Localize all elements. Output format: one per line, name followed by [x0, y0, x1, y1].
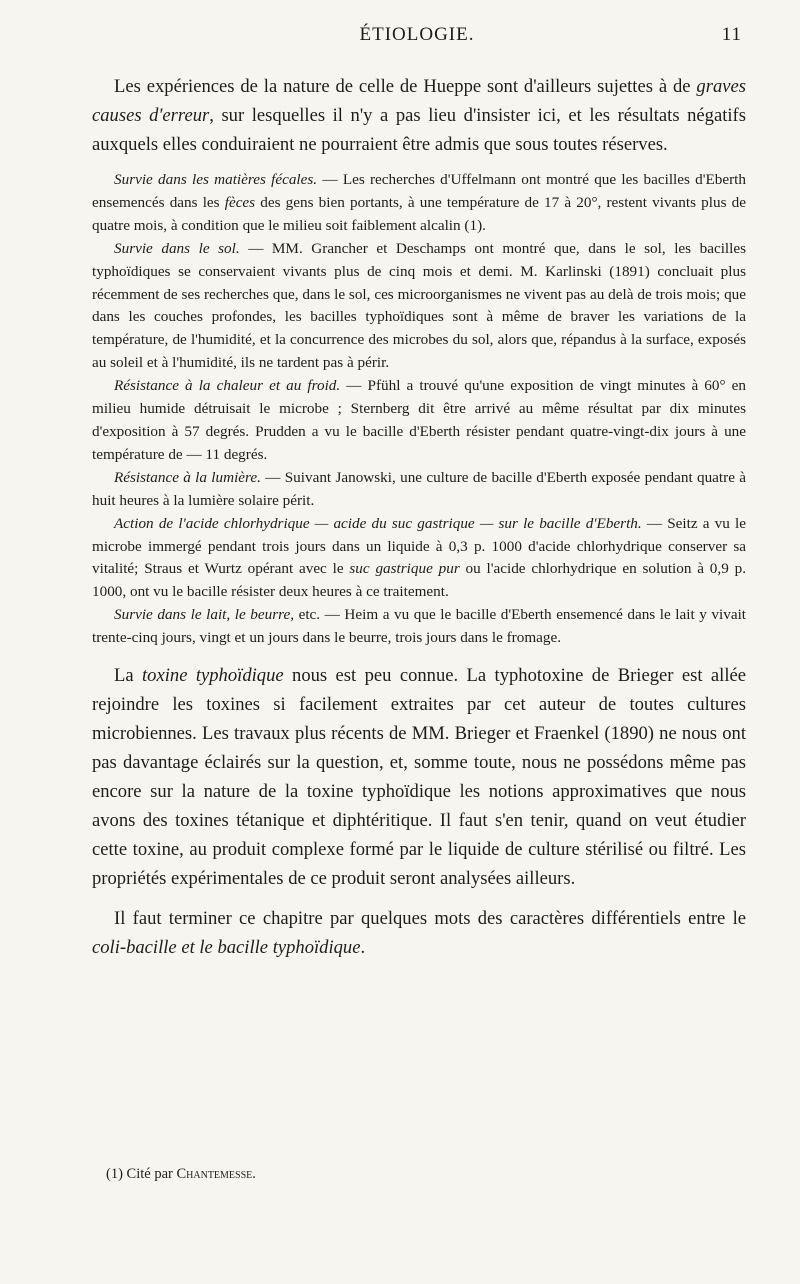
closing-emphasis: coli-bacille et le bacille typhoïdique	[92, 937, 361, 959]
section-heading: Action de l'acide chlorhydrique — acide du suc gastrique — sur le bacille d'Eberth.	[114, 514, 642, 532]
section-heading: Résistance à la chaleur et au froid.	[114, 377, 341, 395]
running-title: ÉTIOLOGIE.	[359, 24, 475, 45]
section-paragraph	[92, 169, 746, 238]
section-text: — Les recherches d'Uffelmann ont montré que les bacilles d'Eberth ensemencés dans les	[92, 171, 746, 211]
section-text: etc. — Heim a vu que le bacille d'Eberth ensemencé dans le lait y vivait trente-cinq jours, vingt et un jours dans le beurre, trois jours dans le fromage.	[92, 606, 747, 647]
toxin-text-end: nous est peu connue. La typhotoxine de Brieger est allée rejoindre les toxines si facilement extraites par cet auteur de toutes cultures microbiennes. Les travaux plus récents de MM. Brieger et Fraenkel (1890) ne nous ont pas davantage éclairés sur la question, et, somme toute, nous ne possédons même pas encore sur la nature de la toxine typhoïdique les notions approximatives que nous avons des toxines tétanique et diphtéritique. Il faut s'en tenir, quand on veut étudier cette toxine, au produit complexe formé par le liquide de culture stérilisé ou filtré. Les propriétés expérimentales de ce produit seront analysées ailleurs.	[92, 665, 746, 890]
section-emphasis: fèces	[224, 193, 256, 211]
page-number: 11	[721, 24, 742, 45]
intro-text-end: , sur lesquelles il n'y a pas lieu d'insister ici, et les résultats négatifs auxquels elles conduiraient ne pourraient être admis que sous toutes réserves.	[92, 105, 746, 155]
section-text-end: des gens bien portants, à une température de 17 à 20°, restent vivants plus de quatre mois, à condition que le milieu soit faiblement alcalin (1).	[92, 193, 746, 234]
closing-text: Il faut terminer ce chapitre par quelques mots des caractères différentiels entre le	[114, 908, 746, 930]
footnote-text: Cité par	[122, 1166, 177, 1182]
section-text: — Pfühl a trouvé qu'une exposition de vingt minutes à 60° en milieu humide détruisait le microbe ; Sternberg dit être arrivé au même résultat par dix minutes d'exposition à 57 degrés. Prudden a vu le bacille d'Eberth résister pendant quatre-vingt-dix jours à une température de — 11 degrés.	[92, 377, 746, 463]
intro-text: Les expériences de la nature de celle de Hueppe sont d'ailleurs sujettes à de	[114, 76, 697, 97]
toxin-emphasis: toxine typhoïdique	[142, 665, 284, 687]
section-paragraph	[92, 604, 746, 650]
page-body	[92, 72, 746, 962]
footnote-marker: (1)	[106, 1166, 123, 1182]
intro-paragraph	[92, 72, 746, 159]
toxin-paragraph	[92, 661, 746, 893]
section-heading: Survie dans les matières fécales.	[114, 171, 318, 188]
section-heading: Résistance à la lumière.	[114, 468, 261, 486]
closing-text-end: .	[360, 937, 366, 959]
section-emphasis: suc gastrique pur	[349, 560, 460, 578]
intro-emphasis: graves causes d'erreur	[92, 76, 746, 126]
closing-paragraph	[92, 904, 746, 962]
section-paragraph	[92, 467, 746, 513]
section-text: — Suivant Janowski, une culture de bacille d'Eberth exposée pendant quatre à huit heures à la lumière solaire périt.	[92, 468, 746, 509]
toxin-text: La	[114, 665, 143, 687]
section-text-end: ou l'acide chlorhydrique en solution à 0,9 p. 1000, ont vu le bacille résister deux heures à ce traitement.	[92, 560, 746, 601]
footnote	[106, 1166, 256, 1183]
section-paragraph	[92, 513, 746, 605]
section-paragraph	[92, 375, 746, 467]
footnote-author: Chantemesse.	[176, 1166, 256, 1182]
section-text: — MM. Grancher et Deschamps ont montré que, dans le sol, les bacilles typhoïdiques se conservaient vivants plus de cinq mois et demi. M. Karlinski (1891) concluait plus récemment de ses recherches que, dans le sol, ces microorganismes ne vivent pas au delà de trois mois; que dans les couches profondes, les bacilles typhoïdiques sont à même de braver les variations de la température, de l'humidité, et la concurrence des microbes du sol, alors que, répandus à la surface, exposés au soleil et à l'humidité, ils ne tardent pas à périr.	[92, 239, 746, 372]
page-header	[92, 24, 742, 54]
section-text: — Seitz a vu le microbe immergé pendant trois jours dans un liquide à 0,3 p. 1000 d'acide chlorhydrique conserver sa vitalité; Straus et Wurtz opérant avec le	[92, 514, 746, 578]
section-paragraph	[92, 238, 746, 375]
section-heading: Survie dans le lait, le beurre,	[114, 606, 295, 624]
section-heading: Survie dans le sol.	[114, 239, 240, 257]
